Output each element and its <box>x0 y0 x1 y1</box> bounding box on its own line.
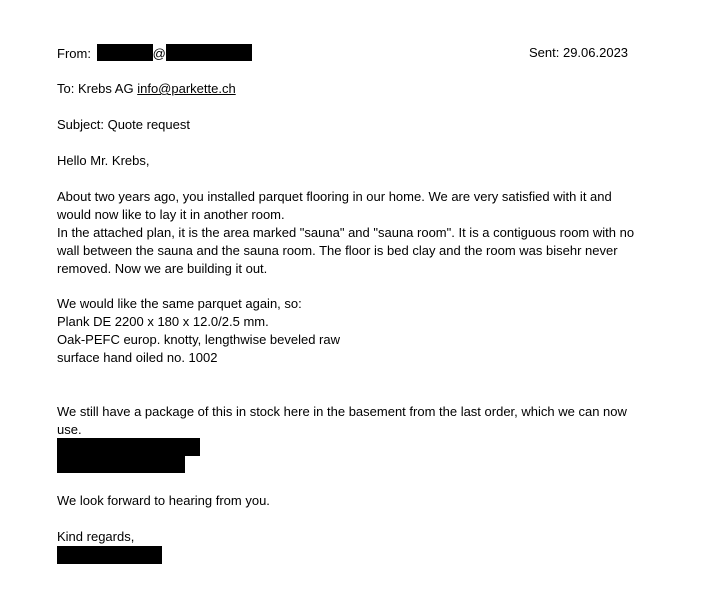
at-symbol: @ <box>152 46 166 61</box>
redacted-sender-name <box>97 44 153 61</box>
para1-line: removed. Now we are building it out. <box>57 261 268 276</box>
para3-line: We still have a package of this in stock here in the basement from the last order, which we can now <box>57 404 627 419</box>
para1-line: wall between the sauna and the sauna room. The floor is bed clay and the room was bisehr never <box>57 243 618 258</box>
para2-line: Oak-PEFC europ. knotty, lengthwise beveled raw <box>57 332 341 347</box>
para2-line: Plank DE 2200 x 180 x 12.0/2.5 mm. <box>57 314 269 329</box>
subject-line: Subject: Quote request <box>57 117 190 132</box>
to-prefix: To: Krebs AG <box>57 81 134 96</box>
redacted-signature <box>57 546 162 564</box>
greeting: Hello Mr. Krebs, <box>57 153 150 168</box>
to-email-link[interactable]: info@parkette.ch <box>137 81 236 96</box>
para2-line: surface hand oiled no. 1002 <box>57 350 218 365</box>
sent-date: Sent: 29.06.2023 <box>529 45 629 60</box>
para1-line: About two years ago, you installed parquet flooring in our home. We are very satisfied with it and <box>57 189 612 204</box>
para1-line: In the attached plan, it is the area marked "sauna" and "sauna room". It is a contiguous room with no <box>57 225 635 240</box>
para2-line: We would like the same parquet again, so: <box>57 296 302 311</box>
para1-line: would now like to lay it in another room. <box>57 207 285 222</box>
closing-line: We look forward to hearing from you. <box>57 493 270 508</box>
regards-line: Kind regards, <box>57 529 135 544</box>
para3-line: use. <box>57 422 82 437</box>
redacted-block <box>57 455 185 473</box>
redacted-block <box>57 438 200 456</box>
to-line <box>57 80 236 98</box>
redacted-sender-domain <box>166 44 252 61</box>
from-label: From: <box>57 46 91 61</box>
from-line <box>57 44 252 63</box>
